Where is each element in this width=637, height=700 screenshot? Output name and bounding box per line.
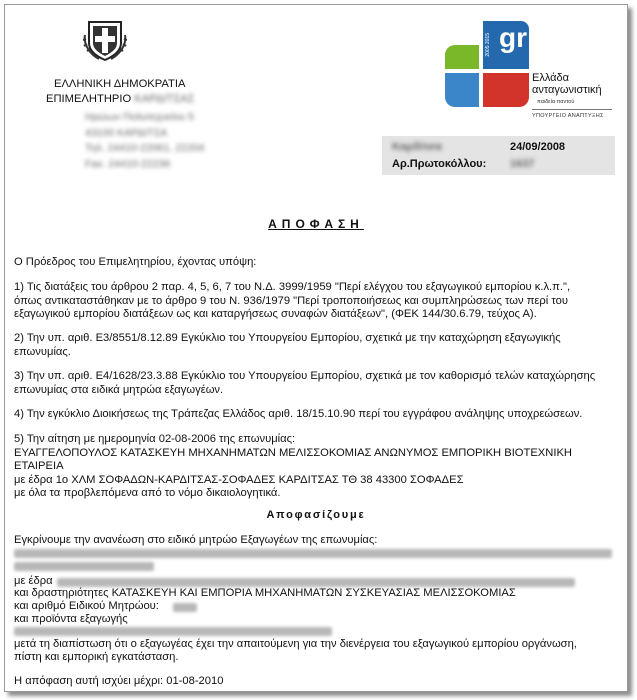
item-line: με όλα τα προβλεπόμενα από το νόμο δικαιολογητικά.: [14, 487, 281, 499]
greece-competitive-logo: [441, 21, 611, 129]
place-redacted: Καρδίτσα: [392, 141, 442, 153]
seat-label: με έδρα: [14, 575, 53, 587]
item-line: εξαγωγικού εμπορίου διατάξεων ως και καταργήσεως συναφών διατάξεων", (ΦΕΚ 144/30.6.79, τεύχος Α).: [14, 308, 537, 320]
logo-divider: [532, 109, 612, 110]
redacted-seat: [57, 578, 575, 587]
org-chamber-label: ΕΠΙΜΕΛΗΤΗΡΙΟ: [46, 93, 132, 105]
item-line: 5) Την αίτηση με ημερομηνία 02-08-2006 της επωνυμίας:: [14, 433, 296, 445]
validity-line: Η απόφαση αυτή ισχύει μέχρι: 01-08-2010: [14, 675, 224, 687]
item-line: 3) Την υπ. αριθ. Ε4/1628/23.3.88 Εγκύκλιο του Υπουργείου Εμπορίου, σχετικά με τον καθορισμό τελών καταχώρησης: [14, 370, 596, 382]
redacted-registry-number: [173, 603, 197, 612]
document-page: [4, 4, 628, 692]
item-line: 2) Την υπ. αριθ. Ε3/8551/8.12.89 Εγκύκλιο του Υπουργείου Εμπορίου, σχετικά με την καταχώρηση εξαγωγικής: [14, 332, 561, 344]
document-title: ΑΠΟΦΑΣΗ: [268, 217, 364, 231]
decision-title: Αποφασίζουμε: [266, 509, 366, 521]
org-name-redacted: ΚΑΡΔΙΤΣΑΣ: [134, 93, 195, 105]
after-check-line: μετά τη διαπίστωση ότι ο εξαγωγέας έχει την απαιτούμενη για την διενέργεια του εξαγωγικού εμπορίου οργάνωση,: [14, 638, 577, 650]
logo-years: 2005 2015: [485, 33, 491, 57]
item-line: όπως αντικαταστάθηκαν με το άρθρο 9 του Ν. 936/1979 "Περί τροποποιήσεως και συμπληρώσεως των περί του: [14, 294, 568, 307]
item-line: επωνυμίας στα ειδικά μητρώα εξαγωγέων.: [14, 383, 224, 396]
item-line: 1) Τις διατάξεις του άρθρου 2 παρ. 4, 5, 6, 7 του Ν.Δ. 3999/1959 "Περί ελέγχου του εξαγωγικού εμπορίου κ.λ.π.",: [14, 281, 571, 293]
after-check-line-2: πίστη και εμπορική εγκατάσταση.: [14, 651, 179, 663]
logo-line-2: ανταγωνιστική: [532, 84, 602, 96]
address-line: Fax. 24410-22236: [85, 157, 171, 170]
products-label: και προϊόντα εξαγωγής: [14, 613, 128, 625]
address-line: Ηρώων Πολυτεχνείου 5: [85, 111, 195, 123]
consideration-item: [14, 281, 570, 322]
item-line: ΕΤΑΙΡΕΙΑ: [14, 460, 64, 472]
protocol-label: Αρ.Πρωτοκόλλου:: [392, 158, 487, 170]
logo-line-3: παιδεία παντού: [537, 99, 575, 105]
consideration-item: [14, 433, 572, 501]
item-line: ΕΥΑΓΓΕΛΟΠΟΥΛΟΣ ΚΑΤΑΣΚΕΥΗ ΜΗΧΑΝΗΜΑΤΩΝ ΜΕΛΙΣΣΟΚΟΜΙΑΣ ΑΝΩΝΥΜΟΣ ΕΜΠΟΡΙΚΗ ΒΙΟΤΕΧΝΙΚΗ: [14, 446, 572, 459]
address-line: Τηλ. 24410-22061, 22204: [85, 142, 205, 154]
redacted-name-line: [14, 549, 612, 558]
consideration-item: [14, 370, 595, 397]
document-date: 24/09/2008: [510, 141, 566, 153]
info-box: [382, 136, 615, 175]
org-line-2: [46, 93, 195, 107]
logo-line-1: Ελλάδα: [532, 72, 570, 84]
protocol-number-redacted: 1637: [510, 158, 535, 170]
redacted-name-line: [14, 562, 154, 571]
intro-text: Ο Πρόεδρος του Επιμελητηρίου, έχοντας υπόψη:: [14, 256, 257, 268]
consideration-item: [14, 408, 582, 422]
decision-intro: Εγκρίνουμε την ανανέωση στο ειδικό μητρώο Εξαγωγέων της επωνυμίας:: [14, 534, 378, 546]
consideration-item: [14, 332, 561, 359]
logo-line-4: ΥΠΟΥΡΓΕΙΟ ΑΝΑΠΤΥΞΗΣ: [532, 113, 604, 119]
address-line: 43100 ΚΑΡΔΙΤΣΑ: [85, 126, 168, 139]
item-line: 4) Την εγκύκλιο Διοικήσεως της Τράπεζας Ελλάδος αριθ. 18/15.10.90 περί του εγγράφου ανάληψης υποχρεώσεων.: [14, 408, 583, 420]
hellenic-emblem-icon: [83, 17, 127, 61]
org-line-1: ΕΛΛΗΝΙΚΗ ΔΗΜΟΚΡΑΤΙΑ: [54, 78, 186, 90]
address-redacted: [85, 110, 205, 172]
activities-line: και δραστηριότητες ΚΑΤΑΣΚΕΥΗ ΚΑΙ ΕΜΠΟΡΙΑ ΜΗΧΑΝΗΜΑΤΩΝ ΣΥΣΚΕΥΑΣΙΑΣ ΜΕΛΙΣΣΟΚΟΜΙΑΣ: [14, 587, 516, 599]
redacted-products: [14, 627, 332, 636]
item-line: επωνυμίας.: [14, 345, 71, 358]
registry-label: και αριθμό Ειδικού Μητρώου:: [14, 600, 159, 612]
logo-brand: gr: [499, 22, 527, 53]
item-line: με έδρα 1ο ΧΛΜ ΣΟΦΑΔΩΝ-ΚΑΡΔΙΤΣΑΣ-ΣΟΦΑΔΕΣ ΚΑΡΔΙΤΣΑΣ ΤΘ 38 43300 ΣΟΦΑΔΕΣ: [14, 473, 464, 486]
